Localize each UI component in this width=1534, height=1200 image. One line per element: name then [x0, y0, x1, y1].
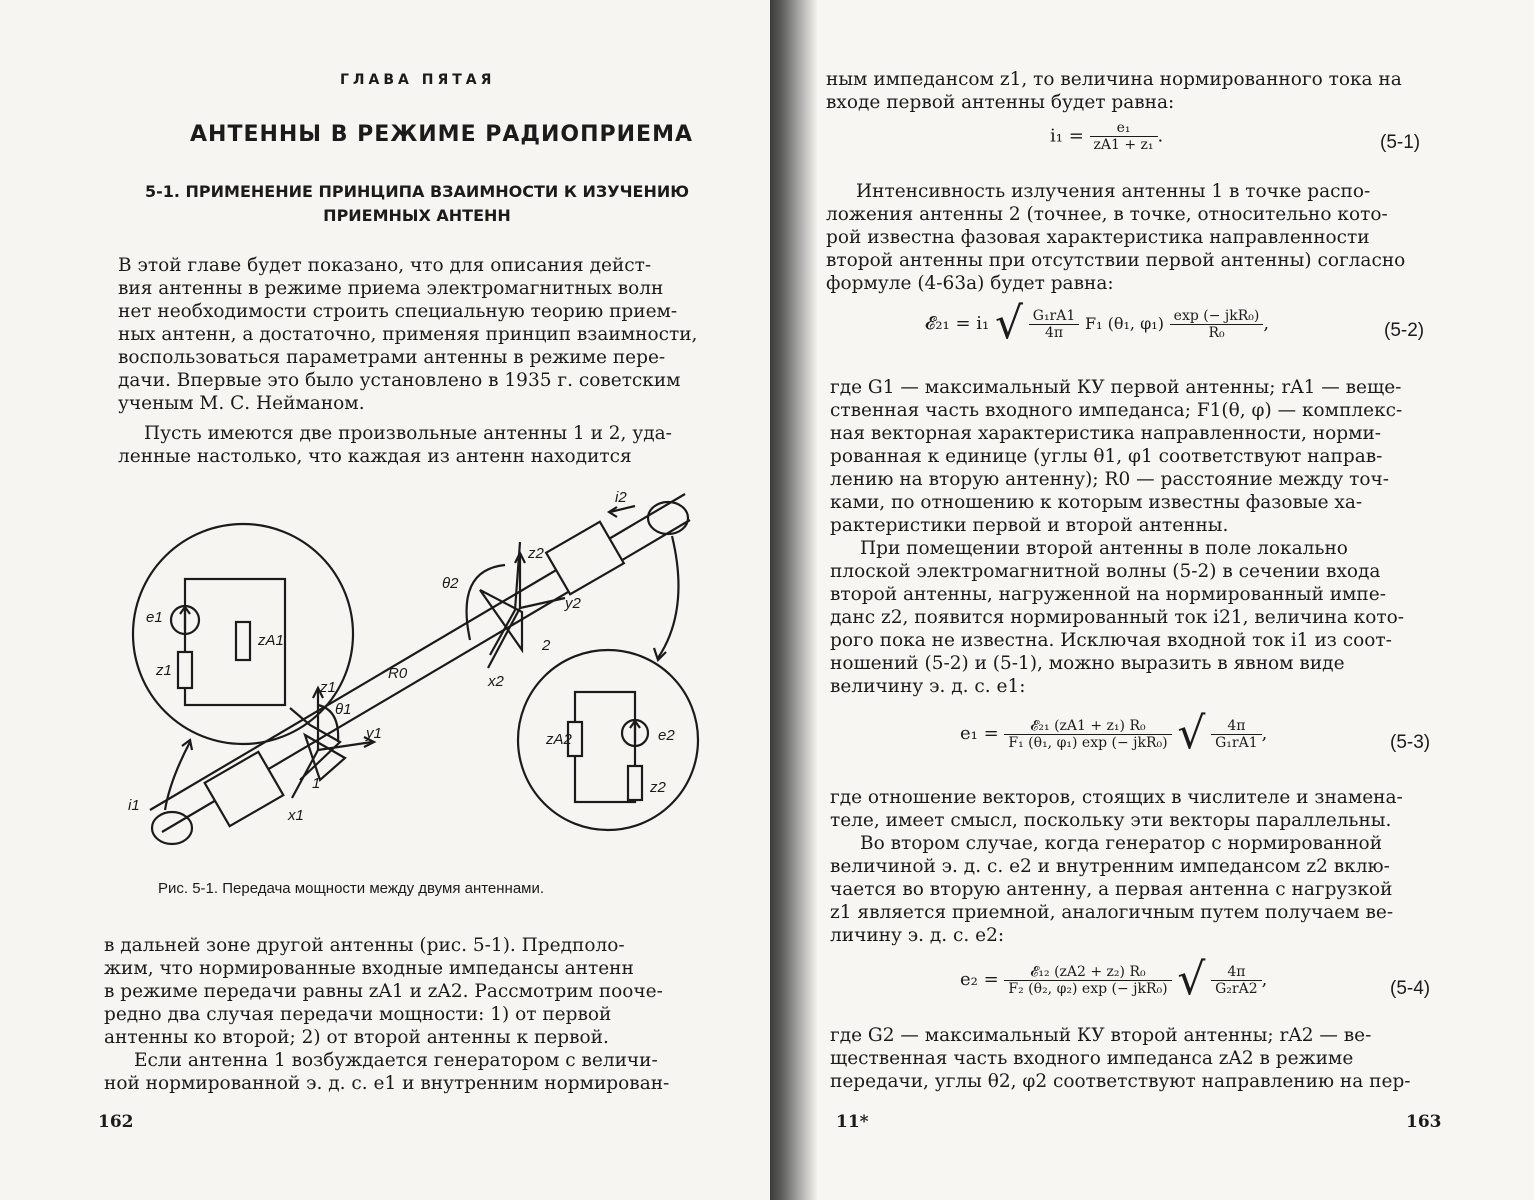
right-paragraph-6	[830, 832, 1434, 947]
text-line: ной нормированной э. д. с. e1 и внутренним нормирован-	[104, 1073, 670, 1094]
section-title-line1: 5-1. ПРИМЕНЕНИЕ ПРИНЦИПА ВЗАИМНОСТИ К ИЗУЧЕНИЮ	[144, 182, 690, 201]
label-R0: R0	[388, 665, 408, 682]
text-line: плоской электромагнитной волны (5-2) в сечении входа	[830, 561, 1381, 582]
book-gutter-shadow	[770, 0, 818, 1200]
end-loop-1	[152, 812, 192, 844]
eq1-lhs: i₁ =	[1050, 125, 1084, 147]
eq3-root-numerator: 4π	[1211, 718, 1262, 735]
text-line: в дальней зоне другой антенны (рис. 5-1). Предполо-	[104, 935, 625, 956]
text-line: рованная к единице (углы θ1, φ1 соответствуют направ-	[830, 446, 1383, 467]
equation-number-5-1: (5-1)	[1380, 132, 1421, 153]
text-line: антенны ко второй; 2) от второй антенны к первой.	[104, 1027, 609, 1048]
eq4-lhs: e₂ =	[960, 969, 999, 990]
text-line: дачи. Впервые это было установлено в 1935 г. советским	[118, 370, 681, 391]
label-i2: i2	[615, 489, 627, 506]
text-line: чается во вторую антенну, а первая антенна с нагрузкой	[830, 879, 1393, 900]
equation-5-1	[1050, 120, 1163, 153]
label-x1: x1	[288, 807, 304, 824]
figure-caption: Рис. 5-1. Передача мощности между двумя антеннами.	[158, 880, 545, 897]
signature-mark: 11*	[836, 1112, 869, 1132]
right-paragraph-1	[826, 68, 1422, 114]
right-paragraph-2	[826, 180, 1422, 295]
eq3-lhs: e₁ =	[960, 723, 999, 744]
eq3-root-denominator: G₁rA1	[1215, 734, 1258, 751]
label-z1-axis: z1	[320, 679, 336, 696]
text-line: где отношение векторов, стоящих в числителе и знамена-	[830, 787, 1403, 808]
text-line: воспользоваться параметрами антенны в режиме пере-	[118, 347, 666, 368]
text-line: ложения антенны 2 (точнее, в точке, относительно кото-	[826, 204, 1388, 225]
eq1-fraction	[1090, 120, 1158, 153]
sqrt-icon: √	[994, 298, 1024, 349]
text-line: Во втором случае, когда генератор с нормированной	[860, 833, 1383, 854]
text-line: Интенсивность излучения антенны 1 в точке распо-	[856, 181, 1371, 202]
page-number-right: 163	[1406, 1112, 1442, 1132]
eq3-tail: ,	[1261, 723, 1268, 744]
text-line: нет необходимости строить специальную теорию прием-	[118, 301, 678, 322]
figure-5-1	[110, 480, 730, 870]
label-y2: y2	[565, 595, 581, 612]
eq4-root-numerator: 4π	[1211, 964, 1262, 981]
eq2-numerator: exp (− jkR₀)	[1170, 308, 1264, 325]
label-z2-circle: z2	[650, 779, 666, 796]
eq4-tail: ,	[1261, 969, 1268, 990]
text-line: При помещении второй антенны в поле локально	[860, 538, 1348, 559]
label-zA2: zA2	[546, 731, 572, 748]
eq2-root-numerator: G₁rA1	[1029, 308, 1080, 325]
label-e1: e1	[146, 609, 163, 626]
label-theta1: θ1	[335, 701, 352, 718]
eq1-tail: .	[1157, 125, 1164, 147]
left-paragraph-2	[118, 422, 710, 468]
label-zA1: zA1	[258, 632, 284, 649]
text-line: рой известна фазовая характеристика направленности	[826, 227, 1370, 248]
text-line: в режиме передачи равны zA1 и zA2. Рассмотрим пооче-	[104, 981, 663, 1002]
eq3-numerator: 𝓔₂₁ (zA1 + z₁) R₀	[1004, 718, 1171, 735]
eq4-numerator: 𝓔₁₂ (zA2 + z₂) R₀	[1004, 964, 1171, 981]
equation-number-5-3: (5-3)	[1390, 732, 1431, 753]
text-line: щественная часть входного импеданса zA2 в режиме	[830, 1048, 1354, 1069]
eq2-direction-function: F₁ (θ₁, φ₁)	[1085, 314, 1164, 333]
left-paragraph-1	[118, 254, 710, 415]
right-paragraph-4	[830, 537, 1426, 698]
equation-number-5-4: (5-4)	[1390, 978, 1431, 999]
chapter-label: ГЛАВА ПЯТАЯ	[340, 72, 496, 88]
text-line: вия антенны в режиме приема электромагнитных волн	[118, 278, 664, 299]
text-line: В этой главе будет показано, что для описания дейст-	[118, 255, 652, 276]
text-line: где G1 — максимальный КУ первой антенны; rA1 — веще-	[830, 377, 1402, 398]
left-paragraph-4	[104, 1049, 700, 1095]
eq4-denominator: F₂ (θ₂, φ₂) exp (− jkR₀)	[1008, 980, 1168, 997]
right-paragraph-7	[830, 1024, 1434, 1093]
section-title-line2: ПРИЕМНЫХ АНТЕНН	[323, 206, 511, 225]
text-line: передачи, углы θ2, φ2 соответствуют направлению на пер-	[830, 1071, 1411, 1092]
right-paragraph-5	[830, 786, 1434, 832]
text-line: рактеристики первой и второй антенны.	[830, 515, 1229, 536]
equation-5-4	[960, 954, 1268, 1005]
text-line: рого пока не известна. Исключая входной ток i1 из соот-	[830, 630, 1392, 651]
label-theta2: θ2	[442, 575, 459, 592]
text-line: второй антенны, нагруженной на нормированный импе-	[830, 584, 1386, 605]
text-line: ным импедансом z1, то величина нормированного тока на	[826, 69, 1402, 90]
text-line: величину э. д. с. e1:	[830, 676, 1026, 697]
eq4-root-denominator: G₂rA2	[1215, 980, 1258, 997]
text-line: данс z2, появится нормированный ток i21, величина кото-	[830, 607, 1404, 628]
label-y1: y1	[366, 725, 382, 742]
eq3-fraction	[1004, 718, 1171, 751]
text-line: ственная часть входного импеданса; F1(θ, φ) — комплекс-	[830, 400, 1403, 421]
eq1-denominator: zA1 + z₁	[1093, 137, 1154, 153]
equation-number-5-2: (5-2)	[1384, 320, 1425, 341]
text-line: редно два случая передачи мощности: 1) от первой	[104, 1004, 612, 1025]
text-line: входе первой антенны будет равна:	[826, 92, 1175, 113]
eq2-root-fraction	[1029, 308, 1080, 341]
text-line: Пусть имеются две произвольные антенны 1 и 2, уда-	[144, 423, 672, 444]
eq2-denominator: R₀	[1208, 324, 1225, 341]
label-num2: 2	[542, 637, 551, 654]
text-line: величиной э. д. с. e2 и внутренним импедансом z2 вклю-	[830, 856, 1390, 877]
text-line: второй антенны при отсутствии первой антенны) согласно	[826, 250, 1406, 271]
eq2-tail: ,	[1263, 313, 1270, 334]
text-line: жим, что нормированные входные импедансы антенн	[104, 958, 634, 979]
text-line: z1 является приемной, аналогичным путем получаем ве-	[830, 902, 1394, 923]
text-line: Если антенна 1 возбуждается генератором с величи-	[134, 1050, 658, 1071]
sqrt-icon: √	[1177, 954, 1206, 1005]
label-e2: e2	[658, 727, 675, 744]
text-line: лению на вторую антенну); R0 — расстояние между точ-	[830, 469, 1389, 490]
left-paragraph-3	[104, 934, 700, 1049]
coupling-curve	[658, 536, 678, 658]
end-loop-2	[648, 502, 688, 534]
sqrt-icon: √	[1177, 708, 1206, 759]
equation-5-3	[960, 708, 1268, 759]
label-x2: x2	[488, 673, 504, 690]
eq2-root-denominator: 4π	[1044, 324, 1064, 341]
label-z1-circle: z1	[156, 662, 172, 679]
eq4-fraction	[1004, 964, 1171, 997]
text-line: ных антенн, а достаточно, применяя принцип взаимности,	[118, 324, 698, 345]
text-line: ученым М. С. Нейманом.	[118, 393, 365, 414]
right-paragraph-3	[830, 376, 1426, 537]
eq4-root-fraction	[1211, 964, 1262, 997]
label-z2-axis: z2	[528, 545, 544, 562]
eq2-fraction	[1170, 308, 1264, 341]
text-line: где G2 — максимальный КУ второй антенны; rA2 — ве-	[830, 1025, 1372, 1046]
section-title	[122, 180, 712, 228]
label-num1: 1	[312, 775, 321, 792]
label-i1: i1	[128, 797, 140, 814]
text-line: ношений (5-2) и (5-1), можно выразить в явном виде	[830, 653, 1345, 674]
text-line: теле, имеет смысл, поскольку эти векторы параллельны.	[830, 810, 1392, 831]
eq3-root-fraction	[1211, 718, 1262, 751]
text-line: ками, по отношению к которым известны фазовые ха-	[830, 492, 1363, 513]
equation-5-2	[925, 298, 1270, 349]
text-line: ленные настолько, что каждая из антенн находится	[118, 446, 632, 467]
text-line: личину э. д. с. e2:	[830, 925, 1005, 946]
page-number-left: 162	[98, 1112, 134, 1132]
chapter-title: АНТЕННЫ В РЕЖИМЕ РАДИОПРИЕМА	[190, 122, 694, 147]
eq2-lhs: 𝓔₂₁ = i₁	[925, 313, 990, 334]
eq1-numerator: e₁	[1090, 120, 1158, 137]
text-line: формуле (4-63а) будет равна:	[826, 273, 1114, 294]
text-line: ная векторная характеристика направленности, норми-	[830, 423, 1382, 444]
eq3-denominator: F₁ (θ₁, φ₁) exp (− jkR₀)	[1008, 734, 1168, 751]
